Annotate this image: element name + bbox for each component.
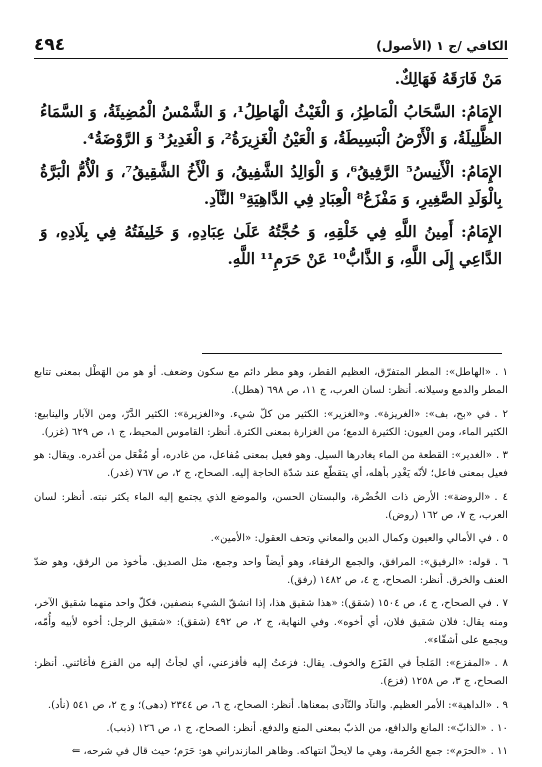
footnote-text: قوله: «الرفيق»: المرافق، والجمع الرفقاء، وهو أيضاً واحد وجمع، مثل الصديق. مأخوذ من الرفق، وهو ضدّ العنف والخرق. أنظر: الصحاح، ج ٤، ص ١٤٨٢ (رفق). xyxy=(34,556,508,586)
footnote-text: في «بح، بف»: «الغريزة». و«الغزير»: الكثير من كلّ شيء. و«الغزيرة»: الكثير الدَّرّ، ومن الآبار والينابيع: الكثير الماء، ومن العيون: الكثيرة الدمع؛ من الغزارة بمعنى الكثرة. أنظر: القاموس المحيط، ج ١، ص ٦٢٩ (غزر). xyxy=(34,408,508,438)
page-header xyxy=(34,30,508,59)
footnote xyxy=(34,595,508,650)
footnote-number: ٧ . xyxy=(495,598,508,610)
footnote-text: «الروضة»: الأرض ذات الخُضْرة، والبستان الحسن، والموضع الذي يجتمع إليه الماء يكثر نبته. أنظر: لسان العرب، ج ٧، ص ١٦٢ (روض). xyxy=(34,491,508,522)
footnote-number: ١١ . xyxy=(490,746,508,758)
footnote-text: «الذابّ»: المانع والدافع، من الذبّ بمعنى المنع والدفع. أنظر: الصحاح، ج ١، ص ١٢٦ (ذبب). xyxy=(106,723,487,735)
footnote-text: «الحرَم»: جمع الحُرمة، وهي ما لايحلّ انتهاكه. وظاهر المازندراني هو: حَرَم؛ حيث قال في شرحه، ⇐ xyxy=(71,746,487,758)
running-title: الكافي /ج ١ (الأصول) xyxy=(376,38,508,53)
footnote xyxy=(34,720,508,738)
footnote xyxy=(34,530,508,548)
footnote-number: ١٠ . xyxy=(490,723,508,735)
footnote-number: ١ . xyxy=(494,367,508,378)
footnote xyxy=(34,364,508,401)
page-number: ٤٩٤ xyxy=(34,35,66,55)
main-text xyxy=(40,66,502,279)
footnote xyxy=(34,406,508,443)
footnote-separator xyxy=(202,353,502,354)
footnote xyxy=(34,447,508,484)
footnote-number: ٥ . xyxy=(496,533,508,545)
footnote xyxy=(34,489,508,526)
footnote xyxy=(34,743,508,761)
paragraph: مَنْ فَارَقَهُ فَهَالِكٌ. xyxy=(394,70,502,88)
footnote-text: «الداهية»: الأمر العظيم. والنآد والنّآدى بمعناها. أنظر: الصحاح، ج ٦، ص ٢٣٤٤ (دهى)؛ و ج ٢، ص ٥٤١ (نأد). xyxy=(47,699,493,711)
footnote xyxy=(34,554,508,591)
footnote-text: «الهاطل»: المطر المتفرّق، العظيم القطر، وهو مطر دائم مع سكون وضعف. أو هو من الهَطْل بمعنى تتابع المطر والدمع وسيلانه. أنظر: لسان العرب، ج ١١، ص ٦٩٨ (هطل). xyxy=(34,367,508,397)
paragraph: الإِمَامُ: الْأَنِيسُ⁵ الرَّفِيقُ⁶، وَ الْوَالِدُ الشَّفِيقُ، وَ الْأَخُ الشَّقِيقُ⁷، وَ الْأُمُّ الْبَرَّةُ بِالْوَلَدِ الصَّغِيرِ، وَ مَفْزَعُ⁸ الْعِبَادِ فِي الدَّاهِيَةِ⁹ النَّآدِ. xyxy=(40,163,502,208)
footnote-number: ٢ . xyxy=(494,408,508,420)
footnote-number: ٦ . xyxy=(494,556,508,568)
footnote xyxy=(34,697,508,715)
footnote-number: ٩ . xyxy=(496,699,508,711)
footnote-text: «المفزع»: المَلجأ في الفَزَع والخوف. يقال: فزعتُ إليه فأفزعني، أي لجأتُ إليه من الفزع فأغاثني. أنظر: الصحاح، ج ٣، ص ١٢٥٨ (فزع). xyxy=(34,658,508,688)
footnote-number: ٨ . xyxy=(494,658,508,670)
paragraph: الإِمَامُ: السَّحَابُ الْمَاطِرُ، وَ الْغَيْثُ الْهَاطِلُ¹، وَ الشَّمْسُ الْمُضِيئَةُ، وَ السَّمَاءُ الظَّلِيلَةُ، وَ الْأَرْضُ الْبَسِيطَةُ، وَ الْعَيْنُ الْغَزِيرَةُ²، وَ الْغَدِيرُ³ وَ الرَّوْضَةُ⁴. xyxy=(40,103,503,148)
footnote-text: في الأمالي والعيون وكمال الدين والمعاني وتحف العقول: «الأمين». xyxy=(210,533,493,545)
paragraph: الإِمَامُ: أَمِينُ اللَّهِ فِي خَلْقِهِ، وَ حُجَّتُهُ عَلَىٰ عِبَادِهِ، وَ خَلِيفَتُهُ فِي بِلَادِهِ، وَ الدَّاعِي إِلَى اللَّهِ، وَ الذَّابُّ¹⁰ عَنْ حَرَمِ¹¹ اللَّهِ. xyxy=(40,223,502,268)
footnote-number: ٣ . xyxy=(495,450,509,462)
footnote-text: «الغدير»: القطعة من الماء يغادرها السيل. وهو فعيل بمعنى مُفاعل، من غادره، أو مُفْعَل من أغدره. ويقال: هو فعيل بمعنى فاعل؛ لأنّه يَغْدِر بأهله، أي يتقطّع عند شدّة الحاجة إليه. الصحاح، ج ٢، ص ٧٦٧ (غدر). xyxy=(34,450,508,480)
footnote-text: في الصحاح، ج ٤، ص ١٥٠٤ (شقق): «هذا شقيق هذا، إذا انشقّ الشيء بنصفين، فكلّ واحد منهما شقيق الآخر، ومنه يقال: فلان شقيق فلان، أي أخوه». وفي النهاية، ج ٢، ص ٤٩٢ (شقق): «شقيق الرجل: أخوه لأبيه وأُمّه، ويجمع على أشقّاء». xyxy=(34,598,509,646)
footnote xyxy=(34,655,508,692)
footnote-number: ٤ . xyxy=(494,491,508,503)
footnotes-list xyxy=(34,364,508,767)
